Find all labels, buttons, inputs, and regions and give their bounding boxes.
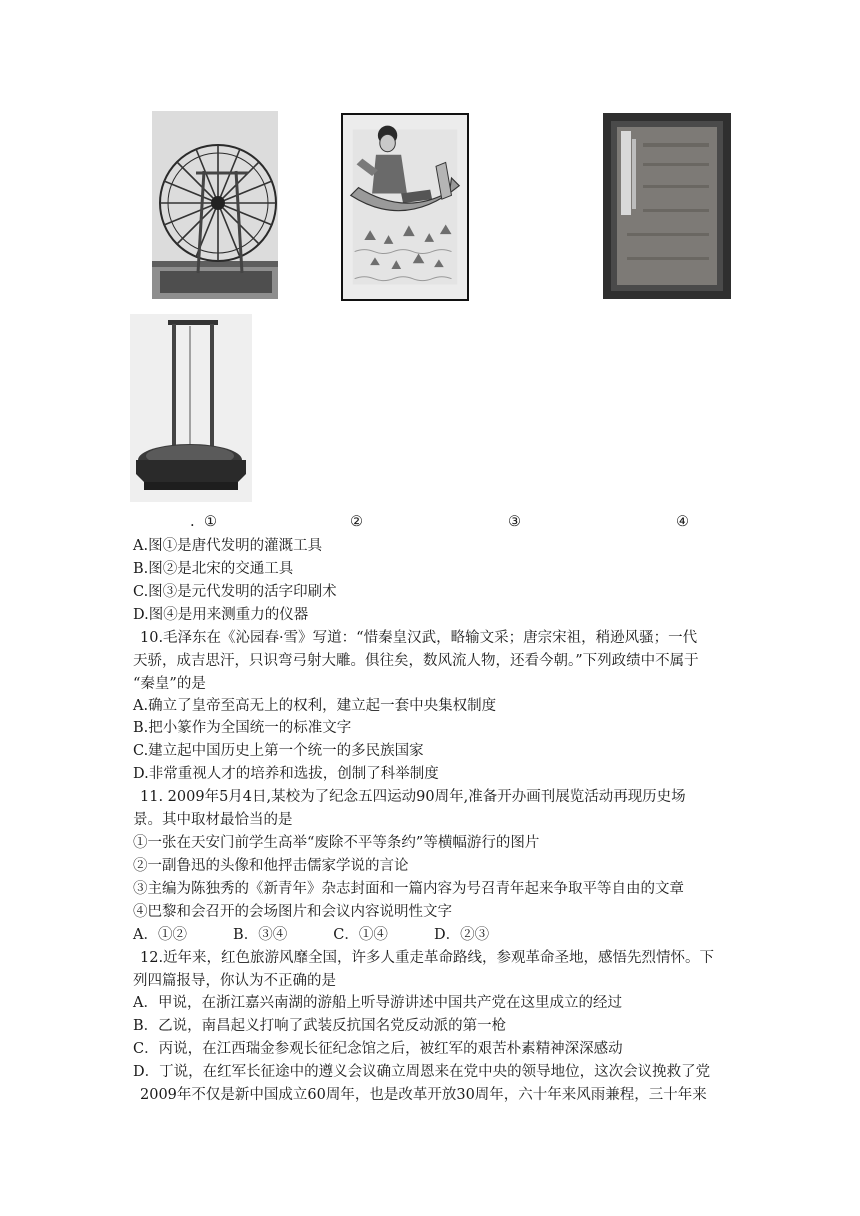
q12-stem-line-1: 12.近年来，红色旅游风靡全国，许多人重走革命路线，参观革命圣地，感悟先烈情怀。下: [140, 950, 715, 966]
figure-1: [152, 111, 278, 299]
printing-plate-image: [603, 113, 731, 299]
q10-stem-line-1: 10.毛泽东在《沁园春·雪》写道：“惜秦皇汉武，略输文采；唐宗宋祖，稍逊风骚；一代: [140, 630, 698, 646]
figure-2: [341, 113, 469, 301]
q11-statement-1: ①一张在天安门前学生高举“废除不平等条约”等横幅游行的图片: [133, 835, 540, 851]
q9-option-b: B.图②是北宋的交通工具: [133, 561, 294, 577]
q12-stem-line-2: 列四篇报导，你认为不正确的是: [133, 973, 336, 989]
q10-stem-line-2: 天骄，成吉思汗，只识弯弓射大雕。俱往矣，数风流人物，还看今朝。”下列政绩中不属于: [133, 653, 699, 669]
figure-label-dot: .: [190, 514, 195, 530]
q10-option-c: C.建立起中国历史上第一个统一的多民族国家: [133, 743, 424, 759]
q9-option-a: A.图①是唐代发明的灌溉工具: [133, 538, 323, 554]
q11-stem-line-2: 景。其中取材最恰当的是: [133, 812, 293, 828]
q12-option-b: B．乙说，南昌起义打响了武装反抗国名党反动派的第一枪: [133, 1018, 507, 1034]
q12-option-c: C．丙说，在江西瑞金参观长征纪念馆之后，被红军的艰苦朴素精神深深感动: [133, 1041, 623, 1057]
figure-4: [130, 314, 252, 502]
figure-3: [603, 113, 731, 299]
q9-option-c: C.图③是元代发明的活字印刷术: [133, 584, 337, 600]
figure-label-4: ④: [676, 514, 689, 530]
figure-label-2: ②: [350, 514, 363, 530]
q11-stem-line-1: 11. 2009年5月4日,某校为了纪念五四运动90周年,准备开办画刊展览活动再现历史场: [140, 789, 686, 805]
q10-stem-line-3: “秦皇”的是: [133, 676, 206, 692]
q10-option-b: B.把小篆作为全国统一的标准文字: [133, 720, 352, 736]
q11-statement-3: ③主编为陈独秀的《新青年》杂志封面和一篇内容为号召青年起来争取平等自由的文章: [133, 881, 684, 897]
q11-statement-2: ②一副鲁迅的头像和他抨击儒家学说的言论: [133, 858, 409, 874]
q12-option-a: A．甲说，在浙江嘉兴南湖的游船上听导游讲述中国共产党在这里成立的经过: [133, 995, 622, 1011]
q11-options: A．①② B．③④ C．①④ D．②③: [133, 927, 490, 943]
q13-stem-line-1: 2009年不仅是新中国成立60周年，也是改革开放30周年，六十年来风雨兼程，三十年来: [140, 1087, 707, 1103]
figure-label-1: ①: [204, 514, 217, 530]
boat-illustration-image: [343, 115, 467, 299]
q10-option-d: D.非常重视人才的培养和选拔，创制了科举制度: [133, 766, 439, 782]
water-wheel-image: [152, 111, 278, 299]
figure-label-3: ③: [508, 514, 521, 530]
q11-statement-4: ④巴黎和会召开的会场图片和会议内容说明性文字: [133, 904, 452, 920]
q10-option-a: A.确立了皇帝至高无上的权利，建立起一套中央集权制度: [133, 698, 497, 714]
pendulum-instrument-image: [130, 314, 252, 502]
q12-option-d: D．丁说，在红军长征途中的遵义会议确立周恩来在党中央的领导地位，这次会议挽救了党: [133, 1064, 711, 1080]
q9-option-d: D.图④是用来测重力的仪器: [133, 607, 309, 623]
